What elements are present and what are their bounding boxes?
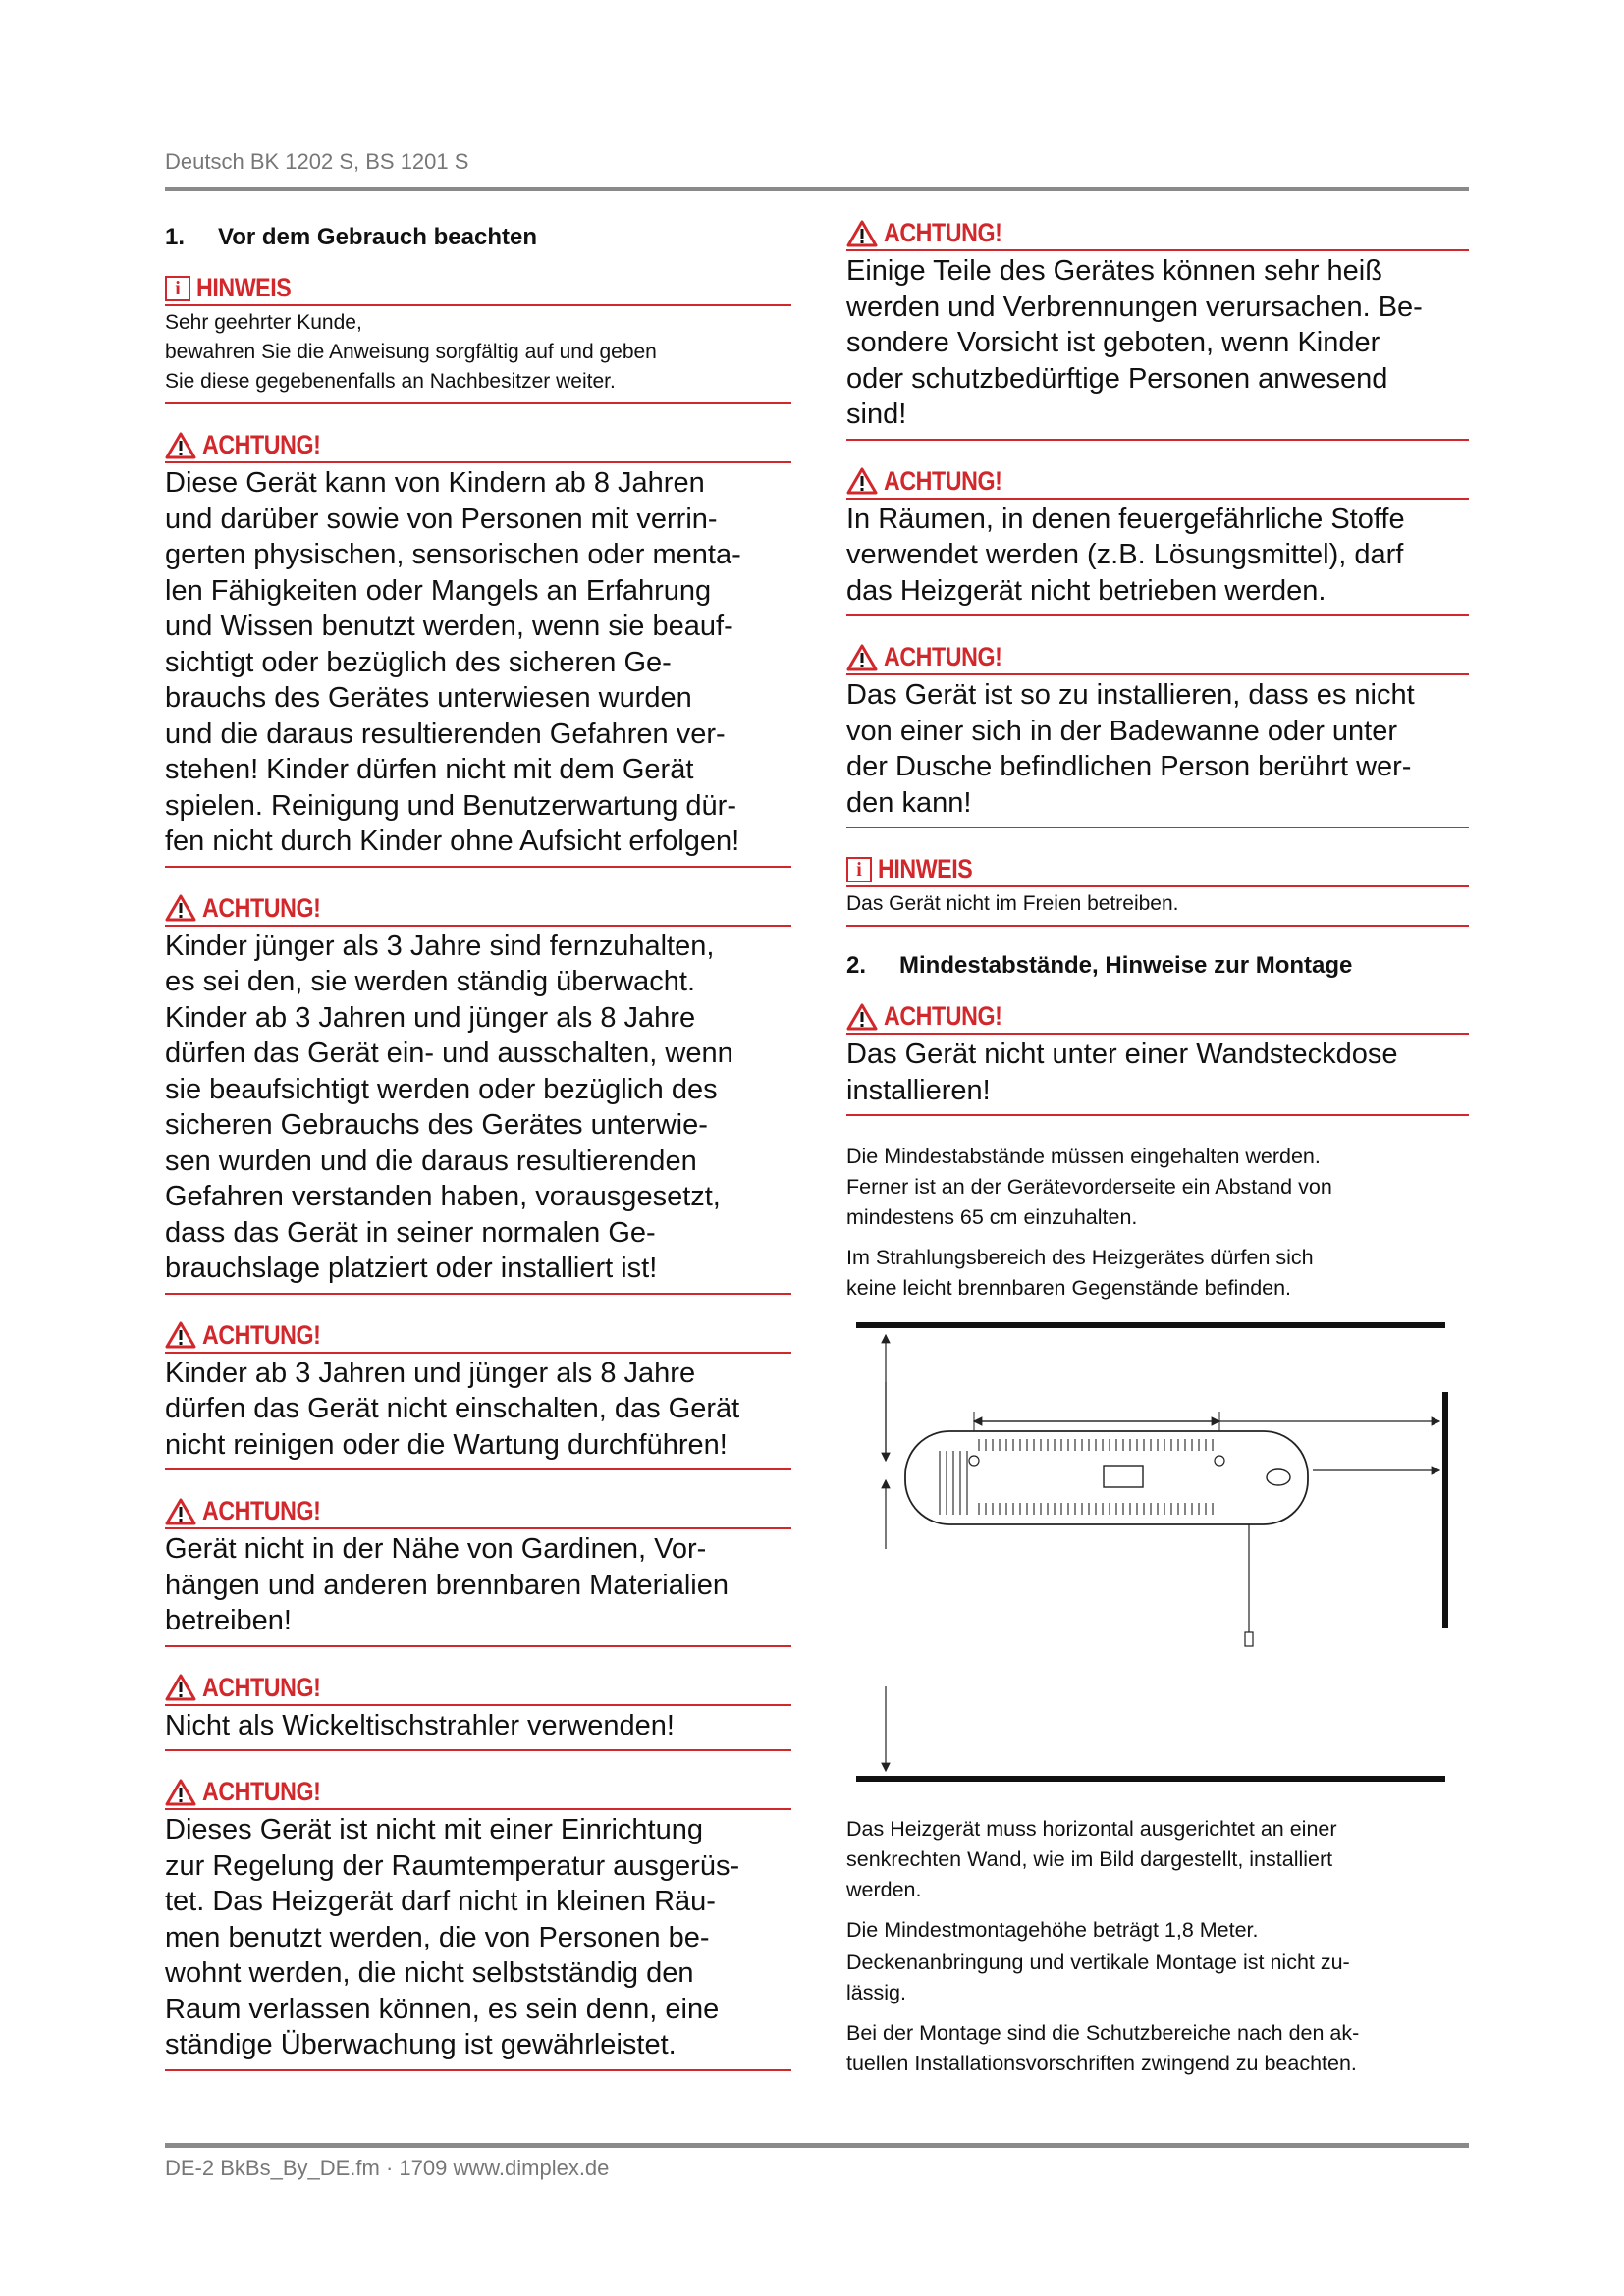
achtung-warning: [165, 1777, 791, 2071]
text-line: tet. Das Heizgerät darf nicht in kleinen Räu-: [165, 1886, 716, 1917]
text-line: verwendet werden (z.B. Lösungsmittel), darf: [846, 539, 1404, 570]
end-cap: [1267, 1469, 1290, 1485]
text-line: werden.: [846, 1878, 922, 1901]
text-line: Einige Teile des Gerätes können sehr heiß: [846, 255, 1382, 287]
achtung-warning: [165, 1320, 791, 1471]
mounting-screw: [969, 1456, 979, 1466]
left-warnings: [165, 430, 791, 2071]
text-line: nicht reinigen oder die Wartung durchführen!: [165, 1428, 728, 1461]
achtung-warning: [165, 893, 791, 1295]
text-line: betreiben!: [165, 1605, 292, 1636]
text-line: sicheren Gebrauchs des Gerätes unterwie-: [165, 1109, 708, 1141]
achtung-warning: [165, 1496, 791, 1647]
paragraph-radiation-area: [846, 1243, 1469, 1304]
notice-label: ACHTUNG!: [884, 1001, 1002, 1031]
mount-warning: [846, 1001, 1469, 1116]
text-line: Die Mindestmontagehöhe beträgt 1,8 Meter.: [846, 1918, 1259, 1942]
notice-label: ACHTUNG!: [202, 1672, 321, 1702]
notice-label: ACHTUNG!: [884, 465, 1002, 496]
text-line: Die Mindestabstände müssen eingehalten werden.: [846, 1145, 1321, 1168]
achtung-warning: [846, 466, 1469, 617]
achtung-warning: [846, 642, 1469, 828]
notice-label: ACHTUNG!: [202, 430, 321, 459]
text-line: Im Strahlungsbereich des Heizgerätes dürfen sich: [846, 1246, 1314, 1269]
section-1-heading: Vor dem Gebrauch beachten: [218, 224, 537, 250]
text-line: dürfen das Gerät ein- und ausschalten, wenn: [165, 1038, 733, 1069]
section-1-title: [165, 224, 791, 251]
text-line: sen wurden und die daraus resultierenden: [165, 1145, 697, 1177]
text-line: sichtigt oder bezüglich des sicheren Ge-: [165, 646, 672, 678]
section-2-number: 2.: [846, 952, 867, 979]
section-2-title: [846, 952, 1469, 980]
warning-triangle-icon: [165, 1498, 196, 1525]
text-line: und die daraus resultierenden Gefahren ver-: [165, 718, 726, 750]
notice-label: HINWEIS: [878, 854, 973, 883]
hinweis-notice: [165, 273, 791, 404]
warning-triangle-icon: [165, 1779, 196, 1806]
achtung-warning: [846, 1001, 1469, 1116]
text-line: sind!: [846, 399, 907, 430]
text-line: werden und Verbrennungen verursachen. Be-: [846, 291, 1423, 323]
header-rule: [165, 187, 1469, 191]
text-line: installieren!: [846, 1074, 991, 1106]
notice-body: [165, 306, 791, 404]
text-line: Diese Gerät kann von Kindern ab 8 Jahren: [165, 467, 705, 499]
text-line: bewahren Sie die Anweisung sorgfältig auf und geben: [165, 341, 657, 363]
text-line: brauchslage platziert oder installiert ist!: [165, 1253, 658, 1284]
warning-header: [846, 1001, 1469, 1035]
text-line: Raum verlassen können, es sein denn, eine: [165, 1993, 720, 2025]
text-line: Kinder jünger als 3 Jahre sind fernzuhalten,: [165, 930, 715, 962]
achtung-warning: [165, 430, 791, 868]
warning-triangle-icon: [846, 644, 878, 671]
notice-body: [165, 1529, 791, 1647]
notice-label: ACHTUNG!: [202, 892, 321, 923]
text-line: Das Gerät nicht im Freien betreiben.: [846, 892, 1179, 915]
notice-body: [165, 1354, 791, 1471]
text-line: Bei der Montage sind die Schutzbereiche nach den ak-: [846, 2021, 1360, 2045]
notice-body: [165, 1810, 791, 2071]
mounting-diagram: [846, 1313, 1469, 1794]
text-line: dürfen das Gerät nicht einschalten, das Gerät: [165, 1393, 740, 1424]
notice-label: HINWEIS: [196, 273, 292, 302]
hinweis-notice: [846, 854, 1469, 927]
text-line: In Räumen, in denen feuergefährliche Stoffe: [846, 503, 1405, 535]
text-line: es sei den, sie werden ständig überwacht.: [165, 966, 696, 997]
notice-body: [846, 675, 1469, 828]
notice-body: [846, 251, 1469, 441]
info-icon: i: [165, 276, 190, 301]
text-line: Kinder ab 3 Jahren und jünger als 8 Jahre: [165, 1001, 696, 1034]
warning-triangle-icon: [165, 1674, 196, 1701]
text-line: lässig.: [846, 1981, 906, 2004]
info-icon: i: [846, 857, 872, 882]
text-line: ständige Überwachung ist gewährleistet.: [165, 2029, 677, 2060]
text-line: Ferner ist an der Gerätevorderseite ein Abstand von: [846, 1175, 1332, 1199]
text-line: von einer sich in der Badewanne oder unter: [846, 715, 1398, 747]
notice-body: [846, 887, 1469, 927]
text-line: hängen und anderen brennbaren Materialien: [165, 1569, 729, 1601]
text-line: sie beaufsichtigt werden oder bezüglich des: [165, 1073, 718, 1105]
warning-header: [165, 1320, 791, 1354]
text-line: gerten physischen, sensorischen oder menta-: [165, 539, 741, 570]
page-header: Deutsch BK 1202 S, BS 1201 S: [165, 149, 469, 174]
text-line: keine leicht brennbaren Gegenstände befinden.: [846, 1276, 1292, 1300]
warning-header: [165, 893, 791, 927]
text-line: Gefahren verstanden haben, vorausgesetzt,: [165, 1181, 721, 1212]
text-line: Sehr geehrter Kunde,: [165, 311, 362, 334]
text-line: tuellen Installationsvorschriften zwingend zu beachten.: [846, 2052, 1357, 2075]
text-line: spielen. Reinigung und Benutzerwartung dür-: [165, 789, 736, 822]
notice-label: ACHTUNG!: [884, 642, 1002, 671]
notice-body: [165, 1706, 791, 1752]
achtung-warning: [846, 218, 1469, 441]
text-line: Das Heizgerät muss horizontal ausgerichtet an einer: [846, 1817, 1337, 1841]
left-column: [165, 218, 791, 2097]
paragraph-min-distances: [846, 1142, 1469, 1233]
paragraph-min-height: [846, 1915, 1469, 1946]
notice-label: ACHTUNG!: [202, 1777, 321, 1806]
text-line: stehen! Kinder dürfen nicht mit dem Gerät: [165, 754, 694, 785]
text-line: Nicht als Wickeltischstrahler verwenden!: [165, 1709, 675, 1741]
text-line: Dieses Gerät ist nicht mit einer Einrichtung: [165, 1814, 703, 1845]
text-line: sondere Vorsicht ist geboten, wenn Kinder: [846, 327, 1380, 358]
paragraph-horizontal-mount: [846, 1814, 1469, 1905]
warning-triangle-icon: [846, 1003, 878, 1031]
text-line: brauchs des Gerätes unterwiesen wurden: [165, 682, 692, 714]
notice-body: [846, 500, 1469, 617]
warning-header: [165, 430, 791, 463]
text-line: Das Gerät ist so zu installieren, dass es nicht: [846, 679, 1415, 711]
warning-header: [846, 218, 1469, 251]
text-line: men benutzt werden, die von Personen be-: [165, 1921, 710, 1953]
warning-triangle-icon: [165, 894, 196, 922]
section-1-number: 1.: [165, 224, 186, 250]
notice-label: ACHTUNG!: [202, 1496, 321, 1525]
text-line: Deckenanbringung und vertikale Montage ist nicht zu-: [846, 1950, 1350, 1974]
text-line: und Wissen benutzt werden, wenn sie beauf-: [165, 611, 733, 642]
hinweis-header: [846, 854, 1469, 887]
text-line: fen nicht durch Kinder ohne Aufsicht erfolgen!: [165, 826, 740, 857]
text-line: der Dusche befindlichen Person berührt wer-: [846, 751, 1412, 782]
right-warnings: [846, 218, 1469, 828]
text-line: len Fähigkeiten oder Mangels an Erfahrung: [165, 574, 712, 607]
text-line: dass das Gerät in seiner normalen Ge-: [165, 1216, 656, 1249]
footer-rule: [165, 2143, 1469, 2148]
warning-triangle-icon: [165, 432, 196, 459]
control-box: [1104, 1466, 1143, 1487]
notice-body: [846, 1035, 1469, 1116]
warning-header: [846, 466, 1469, 500]
text-line: Kinder ab 3 Jahren und jünger als 8 Jahre: [165, 1357, 696, 1389]
mounting-screw: [1215, 1456, 1224, 1466]
text-line: den kann!: [846, 786, 972, 819]
text-line: senkrechten Wand, wie im Bild dargestellt, installiert: [846, 1847, 1333, 1871]
warning-header: [165, 1496, 791, 1529]
text-line: wohnt werden, die nicht selbstständig den: [165, 1957, 694, 1989]
paragraph-ceiling-mount: [846, 1948, 1469, 2008]
text-line: Sie diese gegebenenfalls an Nachbesitzer weiter.: [165, 370, 616, 393]
text-line: oder schutzbedürftige Personen anwesend: [846, 362, 1388, 395]
text-line: das Heizgerät nicht betrieben werden.: [846, 574, 1326, 607]
warning-triangle-icon: [846, 467, 878, 495]
achtung-warning: [165, 1673, 791, 1752]
notice-body: [165, 463, 791, 868]
notice-body: [165, 927, 791, 1295]
page-footer: DE-2 BkBs_By_DE.fm · 1709 www.dimplex.de: [165, 2156, 610, 2180]
text-line: mindestens 65 cm einzuhalten.: [846, 1205, 1138, 1229]
warning-header: [165, 1673, 791, 1706]
text-line: und darüber sowie von Personen mit verrin-: [165, 503, 718, 535]
paragraph-protection-zones: [846, 2018, 1469, 2079]
notice-label: ACHTUNG!: [202, 1319, 321, 1350]
notice-label: ACHTUNG!: [884, 218, 1002, 247]
warning-triangle-icon: [165, 1321, 196, 1349]
text-line: zur Regelung der Raumtemperatur ausgerüs-: [165, 1849, 740, 1882]
hinweis-header: [165, 273, 791, 306]
power-plug: [1245, 1632, 1253, 1646]
right-column: [846, 218, 1469, 2089]
warning-header: [165, 1777, 791, 1810]
section-2-heading: Mindestabstände, Hinweise zur Montage: [899, 952, 1353, 979]
warning-triangle-icon: [846, 220, 878, 247]
warning-header: [846, 642, 1469, 675]
text-line: Gerät nicht in der Nähe von Gardinen, Vor-: [165, 1533, 707, 1565]
text-line: Das Gerät nicht unter einer Wandsteckdose: [846, 1039, 1398, 1070]
